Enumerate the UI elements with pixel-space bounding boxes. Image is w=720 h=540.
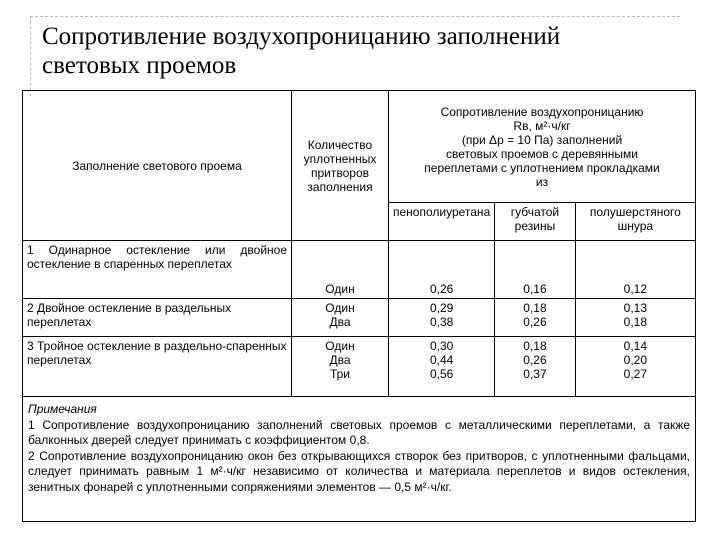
row-label: 3 Тройное остекление в раздельно-спаренных переплетах (23, 337, 292, 397)
cell-value: 0,20 (623, 353, 647, 367)
note-item: 1 Сопротивление воздухопроницанию заполнений световых проемов с металлическими переплетами, а также балконных дверей следует принимать с коэффициентом 0,8. (28, 417, 690, 447)
note-item: 2 Сопротивление воздухопроницанию окон без открывающихся створок без притворов, с уплотненными фальцами, следует принимать равным 1 м²·ч/кг независимо от количества и материала переплетов и видов остекления, зенитных фонарей с уплотненными сопряжениями элементов — 0,5 м²·ч/кг. (28, 448, 690, 494)
slide-title (42, 22, 682, 80)
table-row (23, 299, 696, 337)
cell-value: Один (325, 301, 355, 315)
row-wool-value (575, 337, 695, 397)
cell-value: 0,26 (523, 353, 547, 367)
title-decoration-line-vertical (30, 16, 31, 96)
row-rubber-value (495, 299, 575, 337)
cell-value: 0,56 (429, 367, 454, 381)
header-sash-count: Количество уплотненных притворов заполнения (292, 91, 389, 241)
cell-value: 0,26 (429, 282, 454, 296)
cell-value: 0,44 (429, 353, 454, 367)
resistance-table (22, 90, 696, 397)
header-resistance-line: Rв, м²·ч/кг (513, 118, 571, 133)
header-resistance-line: (при Δp = 10 Па) заполнений (461, 132, 623, 147)
cell-value: 0,37 (523, 367, 547, 381)
cell-value: 0,14 (623, 339, 647, 353)
table-row (23, 337, 696, 397)
row-sash-count (292, 337, 389, 397)
notes-block (28, 402, 690, 495)
row-rubber-value (495, 241, 575, 299)
cell-value: Три (329, 367, 351, 381)
subheader-polyurethane: пенополиуретана (389, 203, 495, 241)
notes-heading: Примечания (28, 402, 97, 416)
row-wool-value (575, 299, 695, 337)
cell-value: 0,18 (623, 315, 647, 329)
title-decoration-line (30, 16, 680, 17)
cell-value: 0,12 (623, 282, 647, 296)
cell-value: 0,30 (429, 339, 454, 353)
subheader-wool-cord: полушерстяного шнура (575, 203, 695, 241)
header-resistance (389, 91, 696, 203)
header-filling: Заполнение светового проема (23, 91, 292, 241)
cell-value: Один (325, 339, 355, 353)
header-resistance-line: световых проемов с деревянными (446, 146, 638, 161)
header-row (23, 91, 696, 203)
row-sash-count (292, 241, 389, 299)
cell-value: Два (329, 353, 351, 367)
cell-value: Два (329, 315, 351, 329)
table-row (23, 241, 696, 299)
cell-value: 0,13 (623, 301, 647, 315)
cell-value: Один (325, 282, 355, 296)
title-line-2: световых проемов (42, 52, 237, 79)
cell-value: 0,18 (523, 339, 547, 353)
cell-value: 0,16 (523, 282, 547, 296)
row-polyurethane-value (389, 337, 495, 397)
subheader-rubber: губчатой резины (495, 203, 575, 241)
title-line-1: Сопротивление воздухопроницанию заполнений (42, 23, 561, 50)
row-polyurethane-value (389, 241, 495, 299)
row-polyurethane-value (389, 299, 495, 337)
cell-value: 0,26 (523, 315, 547, 329)
header-resistance-line: Сопротивление воздухопроницанию (440, 104, 644, 119)
row-label: 1 Одинарное остекление или двойное остекление в спаренных переплетах (23, 241, 292, 299)
row-rubber-value (495, 337, 575, 397)
header-resistance-line: переплетами с уплотнением прокладками (424, 160, 660, 175)
row-label: 2 Двойное остекление в раздельных переплетах (23, 299, 292, 337)
cell-value: 0,27 (623, 367, 647, 381)
row-wool-value (575, 241, 695, 299)
row-sash-count (292, 299, 389, 337)
cell-value: 0,38 (429, 315, 454, 329)
header-resistance-line: из (535, 174, 549, 189)
cell-value: 0,18 (523, 301, 547, 315)
cell-value: 0,29 (429, 301, 454, 315)
